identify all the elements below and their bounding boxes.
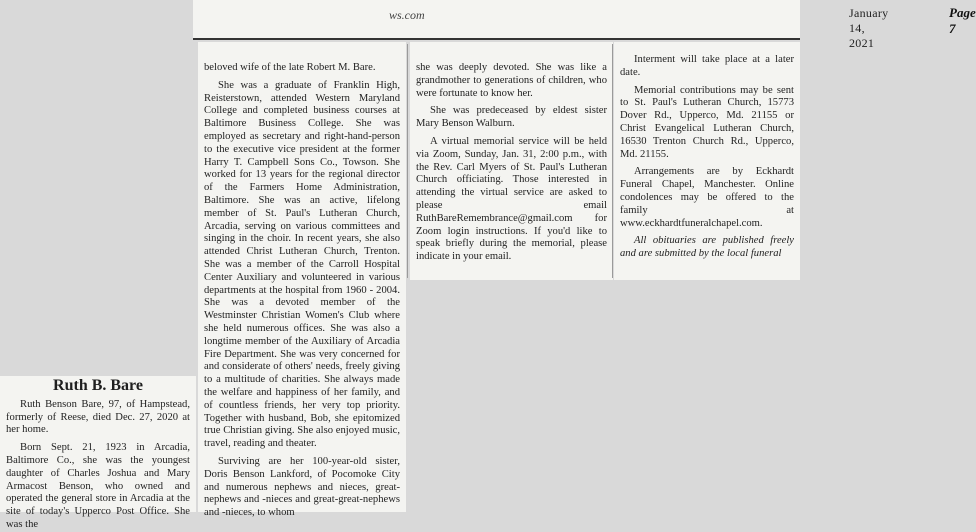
paragraph: Ruth Benson Bare, 97, of Hampstead, formerly of Reese, died Dec. 27, 2020 at her home. xyxy=(6,398,190,436)
paragraph: she was deeply devoted. She was like a grandmother to generations of children, who were fortunate to know her. xyxy=(416,62,607,99)
disclaimer-text: All obituaries are published freely and are submitted by the local funeral xyxy=(620,235,794,260)
paragraph: Memorial contributions may be sent to St. Paul's Lutheran Church, 15773 Dover Rd., Upperco, Md. 21155 or Christ Evangelical Lutheran Church, 16530 Trenton Church Rd., Upperco, Md. 21155. xyxy=(620,84,794,160)
paragraph: Surviving are her 100-year-old sister, Doris Benson Lankford, of Pocomoke City and numerous nephews and nieces, great-nephews and -nieces and great-great-nephews and -nieces, to whom xyxy=(204,455,400,519)
header-date: January 14, 2021 xyxy=(849,6,889,50)
paragraph: She was predeceased by eldest sister Mary Benson Walburn. xyxy=(416,105,607,130)
paragraph: beloved wife of the late Robert M. Bare. xyxy=(204,62,376,73)
paragraph: Born Sept. 21, 1923 in Arcadia, Baltimore Co., she was the youngest daughter of Charles Joshua and Mary Armacost Benson, who owned and operated the general store in Arcadia at the site of today's Upperco Post Office. She was the xyxy=(6,442,190,530)
column-divider xyxy=(407,44,408,278)
page-header xyxy=(193,0,976,50)
obituary-headline: Ruth B. Bare xyxy=(53,377,143,394)
paragraph: Arrangements are by Eckhardt Funeral Chapel, Manchester. Online condolences may be offered to the family at www.eckhardtfuneralchapel.com. xyxy=(620,166,794,229)
paragraph: Interment will take place at a later date. xyxy=(620,54,794,78)
obituary-column-3 xyxy=(410,42,613,280)
paragraph: A virtual memorial service will be held via Zoom, Sunday, Jan. 31, 2:00 p.m., with the Rev. Carl Myers of St. Paul's Lutheran Church officiating. Those interested in attending the virtual service are asked to please email RuthBareRemembrance@gmail.com for Zoom login instructions. If you'd like to speak briefly during the memorial, please indicate in your email. xyxy=(416,135,607,263)
obituary-column-2 xyxy=(198,42,406,519)
header-rule xyxy=(193,38,800,40)
header-url: ws.com xyxy=(389,8,425,22)
paragraph: She was a graduate of Franklin High, Reisterstown, attended Western Maryland College and completed business courses at Baltimore Business College. She was employed as secretary and right-hand-person to the executive vice president at the former Harry T. Campbell Sons Co., Towson. She worked for 13 years for the regional director of the Farmers Home Administration, Baltimore. She was an active, lifelong member of St. Paul's Lutheran Church, Arcadia, serving on various committees and singing in the choir. In recent years, she also attended Christ Lutheran Church, Trenton. She was a member of the Carroll Hospital Center Auxiliary and volunteered in various departments at the hospital from 1960 - 2004. She was a devoted member of the Westminster Christian Women's Club where she held numerous offices. She was also a longtime member of the Auxiliary of Arcadia Fire Department. She was very concerned for and considerate of others' needs, freely giving to a multitude of charities. She always made the welfare and happiness of her family, and of countless friends, her very top priority. Together with husband, Bob, she epitomized true Christian giving. She also enjoyed music, travel, reading and theater. xyxy=(204,79,400,450)
header-page-number: Page 7 xyxy=(949,5,976,36)
obituary-column-4 xyxy=(614,42,800,280)
obituary-column-1 xyxy=(0,376,196,530)
column-divider xyxy=(612,44,613,278)
disclaimer xyxy=(620,235,794,261)
